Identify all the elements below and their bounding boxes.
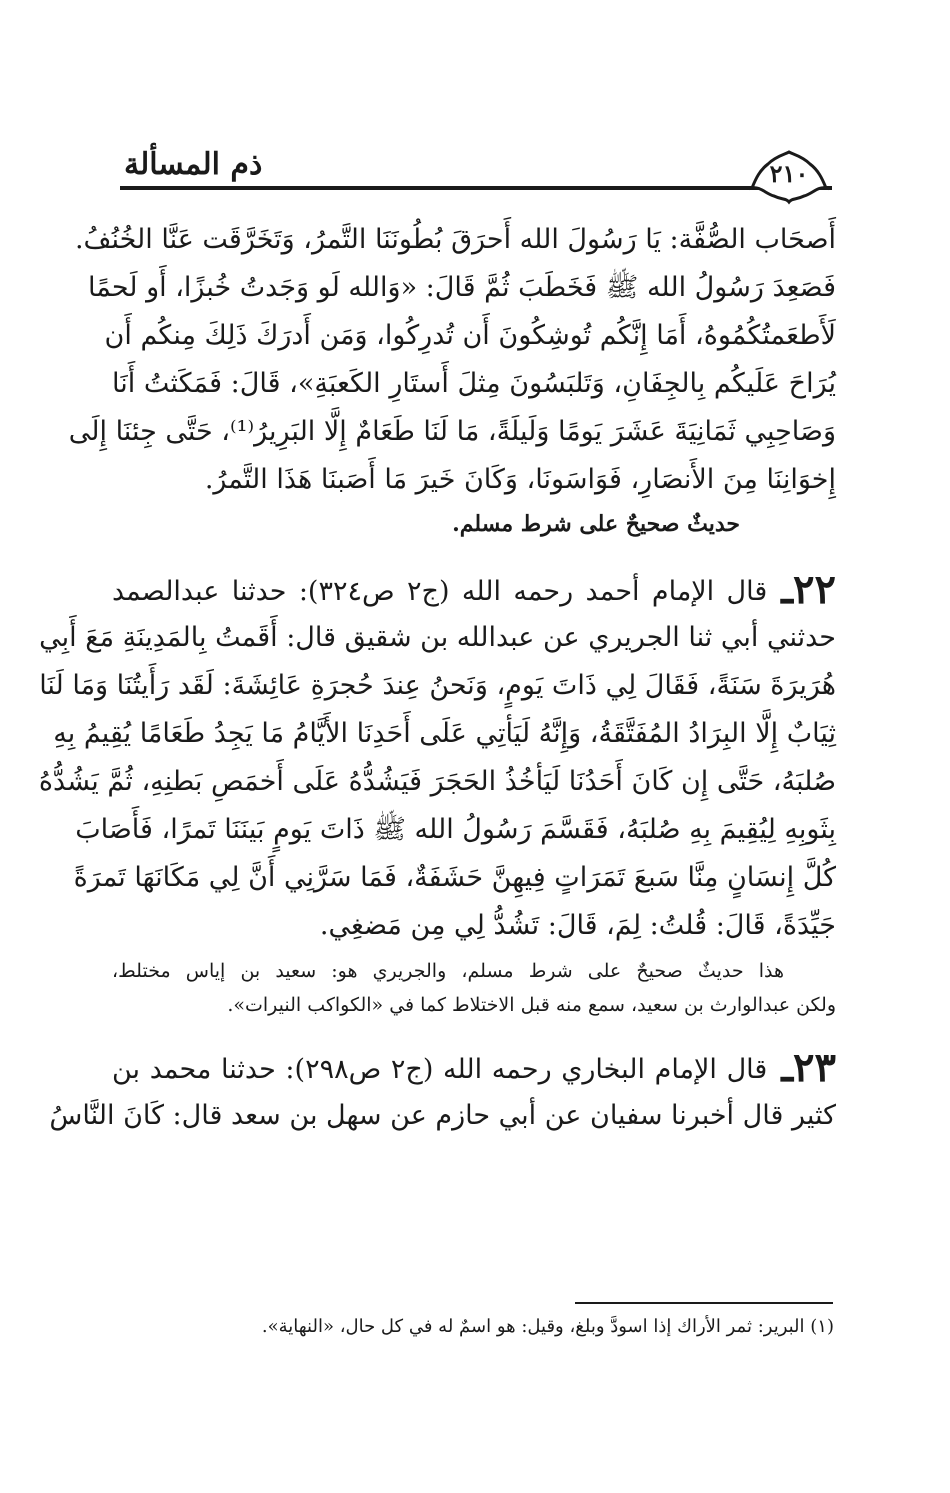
header-rule	[120, 186, 832, 190]
note-line: هذا حديثٌ صحيحٌ على شرط مسلم، والجريري هو: سعيد بن إياس مختلط،	[112, 960, 784, 982]
hadith-21-continuation	[68, 216, 836, 544]
page-body	[38, 216, 837, 1140]
text-line: أَصحَاب الصُّفَّة: يَا رَسُولَ الله أَحرَقَ بُطُونَنَا التَّمرُ، وَتَخَرَّقَت عَنَّا الخُنُفُ.	[74, 224, 836, 255]
footnote: (١) البرير: ثمر الأراك إذا اسودَّ وبلغ، وقيل: هو اسمٌ له في كل حال، «النهاية».	[261, 1316, 834, 1337]
hadith-number: ٢٣ـ	[781, 1044, 837, 1091]
text-line: صُلبَهُ، حَتَّى إِن كَانَ أَحَدُنَا لَيَأخُذُ الحَجَرَ فَيَشُدُّهُ عَلَى أَخمَصِ بَطنِهِ، ثُمَّ يَشُدُّهُ	[38, 766, 836, 797]
hadith-grading-note	[112, 954, 836, 1022]
hadith-23	[49, 1044, 837, 1140]
page-header	[120, 148, 832, 204]
text-line: إِخوَانِنَا مِنَ الأَنصَارِ، فَوَاسَونَا، وَكَانَ خَيرَ مَا أَصَبنَا هَذَا التَّمرُ.	[204, 464, 836, 495]
text-line: قال الإمام البخاري رحمه الله (ج٢ ص٢٩٨): حدثنا محمد بن	[112, 1054, 768, 1085]
text-line: حدثني أبي ثنا الجريري عن عبدالله بن شقيق قال: أَقَمتُ بِالمَدِينَةِ مَعَ أَبِي	[39, 622, 836, 653]
text-line: فَصَعِدَ رَسُولُ الله ﷺ فَخَطَبَ ثُمَّ قَالَ: «وَالله لَو وَجَدتُ خُبزًا، أَو لَحمًا	[88, 272, 836, 303]
footnote-separator	[575, 1302, 833, 1304]
page-number: ٢١٠	[769, 159, 809, 188]
note-line: ولكن عبدالوارث بن سعيد، سمع منه قبل الاختلاط كما في «الكواكب النيرات».	[227, 994, 836, 1016]
text-line: لَأَطعَمتُكُمُوهُ، أَمَا إِنَّكُم تُوشِكُونَ أَن تُدرِكُوا، وَمَن أَدرَكَ ذَلِكَ مِنكُم أَن	[104, 320, 836, 351]
hadith-22	[38, 566, 836, 1022]
hadith-first-line	[112, 1044, 836, 1092]
running-title: ذم المسألة	[120, 148, 266, 182]
text-line: كُلَّ إِنسَانٍ مِنَّا سَبعَ تَمَرَاتٍ فِيهِنَّ حَشَفَةٌ، فَمَا سَرَّنِي أَنَّ لِي مَكَانَهَا تَمرَةً	[73, 862, 836, 893]
hadith-first-line	[112, 566, 836, 614]
text-line: وَصَاحِبِي ثَمَانِيَةَ عَشَرَ يَومًا وَلَيلَةً، مَا لَنَا طَعَامٌ إِلَّا البَرِيرُ⁽¹⁾، حَتَّى جِئنَا إِلَى	[68, 416, 836, 447]
text-line: جَيِّدَةً، قَالَ: قُلتُ: لِمَ، قَالَ: تَشُدُّ لِي مِن مَضغِي.	[319, 910, 836, 941]
page-number-badge	[746, 148, 832, 204]
text-line: ثِيَابٌ إِلَّا البِرَادُ المُفَتَّقَةُ، وَإِنَّهُ لَيَأتِي عَلَى أَحَدِنَا الأَيَّامُ مَا يَجِدُ طَعَامًا يُقِيمُ بِهِ	[53, 718, 836, 749]
text-line: يُرَاحَ عَلَيكُم بِالجِفَانِ، وَتَلبَسُونَ مِثلَ أَستَارِ الكَعبَةِ»، قَالَ: فَمَكَثتُ أَنَا	[112, 368, 836, 399]
text-line: هُرَيرَةَ سَنَةً، فَقَالَ لِي ذَاتَ يَومٍ، وَنَحنُ عِندَ حُجرَةِ عَائِشَةَ: لَقَد رَأَيتُنَا وَمَا لَنَا	[39, 670, 836, 701]
text-line: قال الإمام أحمد رحمه الله (ج٢ ص٣٢٤): حدثنا عبدالصمد	[112, 576, 768, 607]
hadith-number: ٢٢ـ	[781, 566, 836, 613]
hadith-verdict: حديثٌ صحيحٌ على شرط مسلم.	[452, 511, 740, 537]
text-line: كثير قال أخبرنا سفيان عن أبي حازم عن سهل بن سعد قال: كَانَ النَّاسُ	[49, 1100, 836, 1131]
text-line: بِثَوبِهِ لِيُقِيمَ بِهِ صُلبَهُ، فَقَسَّمَ رَسُولُ الله ﷺ ذَاتَ يَومٍ بَينَنَا تَمرًا، فَأَصَابَ	[75, 814, 836, 845]
